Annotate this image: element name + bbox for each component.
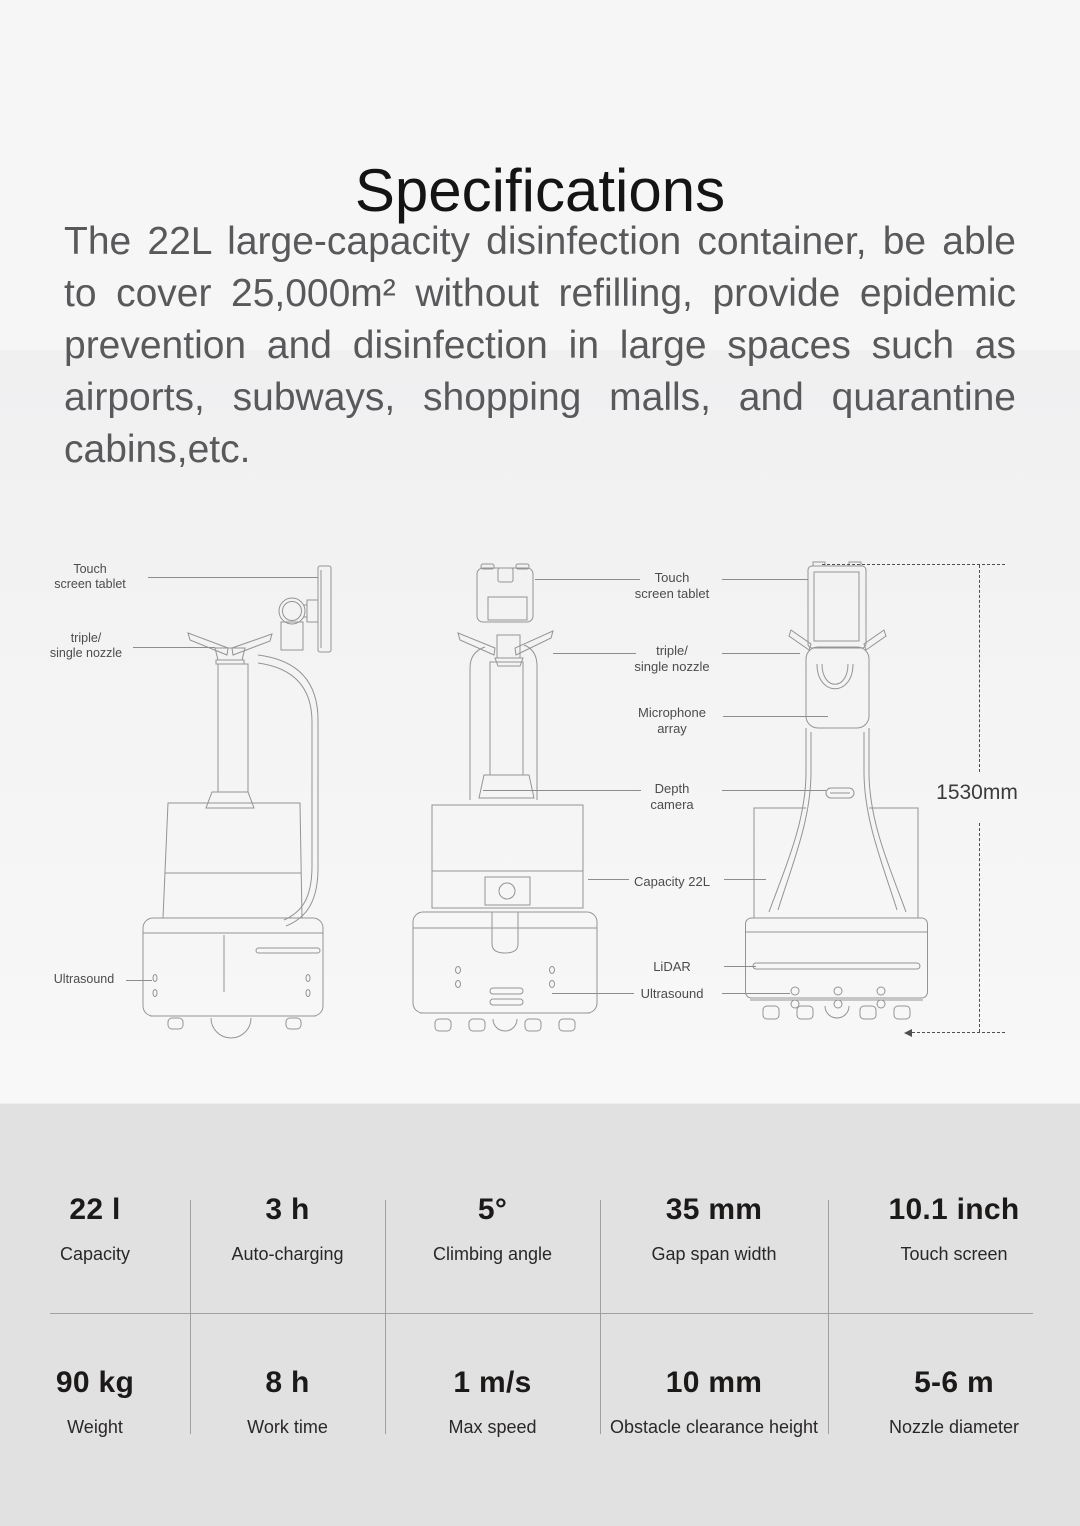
leader-line [722,993,790,994]
robot-side-view-drawing [140,560,335,1040]
spec-cell-obstacle-clearance [600,1313,828,1526]
label-line: camera [650,797,694,812]
label-line: single nozzle [49,646,123,660]
label-line: Ultrasound [640,986,704,1001]
spec-value: 35 mm [665,1193,763,1226]
spec-value: 22 l [69,1193,121,1226]
spec-cell-work-time [190,1313,385,1526]
label-line: Touch [73,562,107,576]
label-triple-single-nozzle [36,631,136,661]
label-triple-single-nozzle [612,643,732,675]
table-divider [828,1313,829,1434]
label-line: Microphone [638,705,706,720]
spec-label: Touch screen [900,1244,1008,1264]
label-microphone-array [612,705,732,737]
spec-label: Nozzle diameter [888,1417,1020,1437]
leader-line [724,879,766,880]
table-divider [828,1200,829,1313]
robot-front-view-drawing [405,560,605,1040]
spec-cell-touch-screen [828,1104,1080,1313]
table-divider [385,1200,386,1313]
table-horizontal-rule [50,1313,1033,1314]
label-lidar [612,959,732,975]
diagram-section [0,545,1080,1090]
spec-value: 5-6 m [914,1366,994,1399]
label-ultrasound [612,986,732,1002]
intro-line: airports, subways, shopping malls, and quarantine [64,376,1016,419]
leader-line [535,579,640,580]
label-touch-screen-tablet [40,562,140,592]
label-line: array [657,721,687,736]
spec-value: 10.1 inch [888,1193,1020,1226]
spec-value: 5° [477,1193,508,1226]
spec-label: Auto-charging [231,1244,344,1264]
label-depth-camera [612,781,732,813]
label-touch-screen-tablet [612,570,732,602]
spec-label: Climbing angle [432,1244,553,1264]
label-line: triple/ [656,643,688,658]
label-line: Capacity 22L [634,874,710,889]
label-line: screen tablet [54,577,126,591]
label-line: single nozzle [634,659,710,674]
spec-label: Max speed [448,1417,537,1437]
spec-value: 90 kg [55,1366,135,1399]
label-line: Touch [654,570,690,585]
label-line: Ultrasound [53,972,115,986]
leader-line [724,966,756,967]
page-title: Specifications [354,157,726,225]
robot-rear-view-drawing [745,560,930,1040]
label-ultrasound [42,972,126,987]
spec-label: Obstacle clearance height [609,1417,819,1437]
leader-line [588,879,629,880]
table-divider [600,1313,601,1434]
leader-line [722,790,826,791]
leader-line [148,577,318,578]
spec-value: 1 m/s [453,1366,532,1399]
intro-paragraph [64,216,1016,476]
dimension-value: 1530mm [936,781,1018,804]
leader-line [133,647,215,648]
spec-value: 3 h [265,1193,310,1226]
spec-label: Work time [247,1417,328,1437]
intro-line: The 22L large-capacity disinfection container, be able [64,220,1016,263]
table-divider [385,1313,386,1434]
intro-line: to cover 25,000m² without refilling, provide epidemic [64,272,1016,315]
leader-line [723,716,828,717]
spec-cell-gap-span-width [600,1104,828,1313]
leader-line [552,993,634,994]
intro-line: cabins,etc. [64,428,251,471]
table-divider [190,1313,191,1434]
leader-line [722,653,800,654]
label-line: triple/ [70,631,102,645]
label-line: LiDAR [653,959,691,974]
table-divider [600,1200,601,1313]
spec-cell-climbing-angle [385,1104,600,1313]
intro-line: prevention and disinfection in large spaces such as [64,324,1016,367]
spec-label: Capacity [59,1244,131,1264]
label-line: Depth [654,781,690,796]
spec-cell-nozzle-diameter [828,1313,1080,1526]
spec-cell-capacity [0,1104,190,1313]
spec-label: Gap span width [651,1244,777,1264]
dimension-arrow-icon [904,1029,912,1037]
leader-line [722,579,808,580]
leader-line [553,653,636,654]
leader-line [126,980,152,981]
spec-value: 10 mm [665,1366,763,1399]
spec-cell-max-speed [385,1313,600,1526]
table-divider [190,1200,191,1313]
dimension-line-vertical [979,823,980,1032]
dimension-line-top [822,564,1005,565]
spec-value: 8 h [265,1366,310,1399]
leader-line [483,790,641,791]
spec-cell-weight [0,1313,190,1526]
spec-label: Weight [67,1417,123,1437]
label-capacity-22l [612,874,732,890]
dimension-line-bottom [912,1032,1005,1033]
label-line: screen tablet [634,586,710,601]
dimension-line-vertical [979,565,980,772]
specs-table [0,1104,1080,1526]
spec-cell-auto-charging [190,1104,385,1313]
